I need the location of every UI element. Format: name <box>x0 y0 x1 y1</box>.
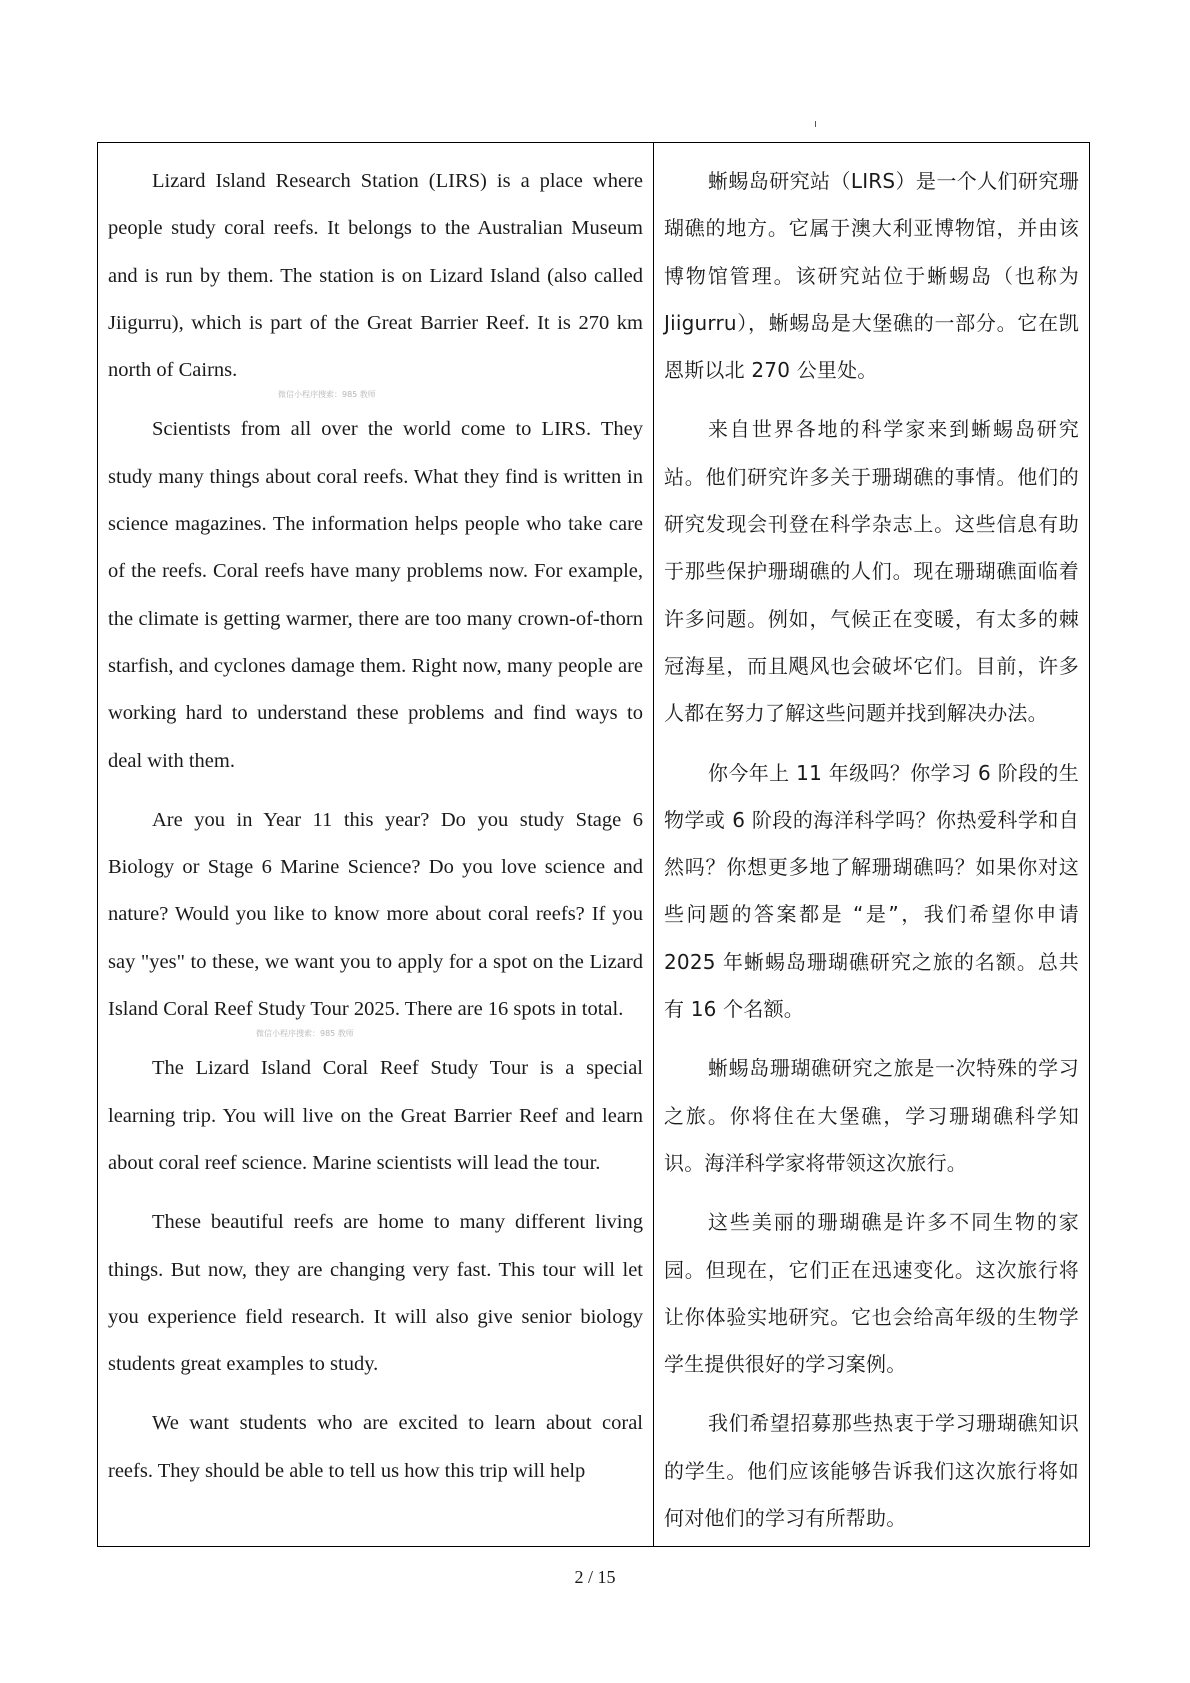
english-paragraph-1: Lizard Island Research Station (LIRS) is a place where people study coral reefs. It belongs to the Australian Museum and is run by them. The station is on Lizard Island (also called Jiigurru), which is part of the Great Barrier Reef. It is 270 km north of Cairns. <box>108 170 643 382</box>
chinese-paragraph-4: 蜥蜴岛珊瑚礁研究之旅是一次特殊的学习之旅。你将住在大堡礁，学习珊瑚礁科学知识。海洋科学家将带领这次旅行。 <box>664 1056 1079 1175</box>
chinese-paragraph-2: 来自世界各地的科学家来到蜥蜴岛研究站。他们研究许多关于珊瑚礁的事情。他们的研究发现会刊登在科学杂志上。这些信息有助于那些保护珊瑚礁的人们。现在珊瑚礁面临着许多问题。例如，气候正在变暖，有太多的棘冠海星，而且飓风也会破坏它们。目前，许多人都在努力了解这些问题并找到解决办法。 <box>664 417 1079 726</box>
english-paragraph-3: Are you in Year 11 this year? Do you study Stage 6 Biology or Stage 6 Marine Science? Do you love science and nature? Would you like to know more about coral reefs? If you say "yes" to these, we want you to apply for a spot on the Lizard Island Coral Reef Study Tour 2025. There are 16 spots in total. <box>108 808 643 1021</box>
english-paragraph-4: The Lizard Island Coral Reef Study Tour is a special learning trip. You will live on the Great Barrier Reef and learn about coral reef science. Marine scientists will lead the tour. <box>108 1057 643 1174</box>
chinese-paragraph-3: 你今年上 11 年级吗？你学习 6 阶段的生物学或 6 阶段的海洋科学吗？你热爱科学和自然吗？你想更多地了解珊瑚礁吗？如果你对这些问题的答案都是 “是”，我们希望你申请 2025 年蜥蜴岛珊瑚礁研究之旅的名额。总共有 16 个名额。 <box>664 760 1079 1022</box>
chinese-paragraph-1: 蜥蜴岛研究站（LIRS）是一个人们研究珊瑚礁的地方。它属于澳大利亚博物馆，并由该博物馆管理。该研究站位于蜥蜴岛（也称为 Jiigurru），蜥蜴岛是大堡礁的一部分。它在凯恩斯以北 270 公里处。 <box>664 169 1079 383</box>
watermark-text: 微信小程序搜索：985 教师 <box>256 1029 354 1039</box>
watermark-text: 微信小程序搜索：985 教师 <box>278 390 376 400</box>
header-mark <box>815 121 816 127</box>
table-row <box>98 143 1090 1547</box>
english-paragraph-2: Scientists from all over the world come to LIRS. They study many things about coral reefs. What they find is written in science magazines. The information helps people who take care of the reefs. Coral reefs have many problems now. For example, the climate is getting warmer, there are too many crown-of-thorn starfish, and cyclones damage them. Right now, many people are working hard to understand these problems and find ways to deal with them. <box>108 418 643 772</box>
chinese-paragraph-5: 这些美丽的珊瑚礁是许多不同生物的家园。但现在，它们正在迅速变化。这次旅行将让你体验实地研究。它也会给高年级的生物学学生提供很好的学习案例。 <box>664 1210 1079 1377</box>
english-paragraph-5: These beautiful reefs are home to many different living things. But now, they are changing very fast. This tour will let you experience field research. It will also give senior biology students great examples to study. <box>108 1211 643 1376</box>
chinese-paragraph-6: 我们希望招募那些热衷于学习珊瑚礁知识的学生。他们应该能够告诉我们这次旅行将如何对他们的学习有所帮助。 <box>664 1411 1079 1531</box>
english-paragraph-6: We want students who are excited to learn about coral reefs. They should be able to tell us how this trip will help <box>108 1412 643 1482</box>
bilingual-table <box>97 142 1090 1547</box>
page-number: 2 / 15 <box>574 1567 616 1587</box>
english-column <box>98 143 654 1547</box>
chinese-column <box>654 143 1090 1547</box>
